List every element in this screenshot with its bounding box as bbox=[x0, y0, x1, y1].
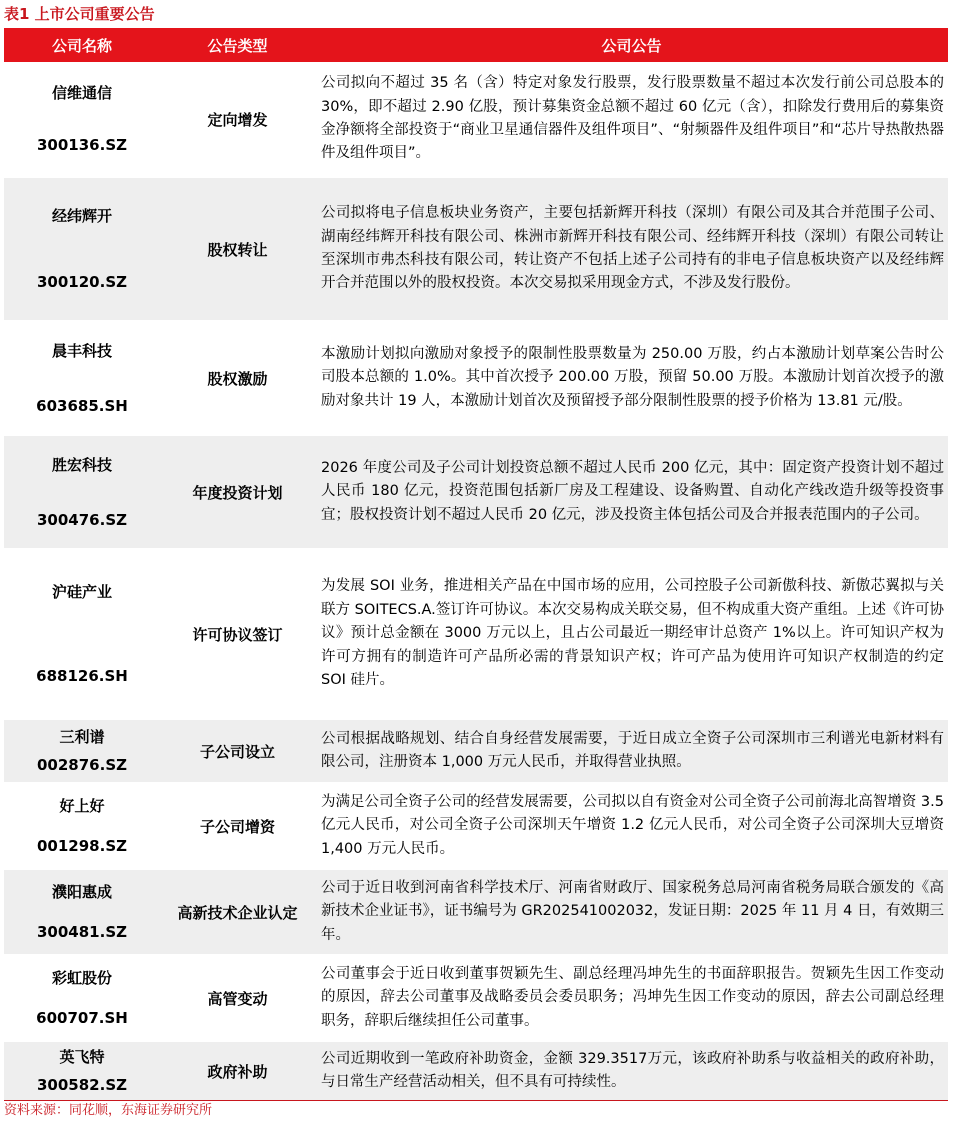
company-cell bbox=[4, 869, 160, 955]
announcement-type: 子公司设立 bbox=[160, 719, 315, 783]
announcement-type: 政府补助 bbox=[160, 1041, 315, 1101]
announcement-text: 为满足公司全资子公司的经营发展需要，公司拟以自有资金对公司全资子公司前海北高智增资 3.5 亿元人民币，对公司全资子公司深圳天午增资 1.2 亿元人民币，对公司全资子公司深圳大豆增资 1,400 万元人民币。 bbox=[315, 783, 948, 869]
table-row bbox=[4, 869, 948, 955]
announcement-type: 高管变动 bbox=[160, 955, 315, 1041]
company-code: 300481.SZ bbox=[37, 923, 127, 941]
announcement-type: 年度投资计划 bbox=[160, 435, 315, 549]
company-name: 三利谱 bbox=[59, 728, 105, 746]
announcement-text: 公司拟将电子信息板块业务资产，主要包括新辉开科技（深圳）有限公司及其合并范围子公司、湖南经纬辉开科技有限公司、株洲市新辉开科技有限公司、经纬辉开科技（深圳）有限公司转让至深圳市弗杰科技有限公司，转让资产不包括上述子公司持有的非电子信息板块资产以及经纬辉开合并范围以外的股权投资。本次交易拟采用现金方式，不涉及发行股份。 bbox=[315, 177, 948, 321]
announcement-type: 股权转让 bbox=[160, 177, 315, 321]
company-code: 603685.SH bbox=[36, 396, 128, 415]
table-row bbox=[4, 321, 948, 435]
announcement-text: 2026 年度公司及子公司计划投资总额不超过人民币 200 亿元，其中：固定资产投资计划不超过人民币 180 亿元，投资范围包括新厂房及工程建设、设备购置、自动化产线改造升级等投资事宜；股权投资计划不超过人民币 20 亿元，涉及投资主体包括公司及合并报表范围内的子公司。 bbox=[315, 435, 948, 549]
company-code: 001298.SZ bbox=[37, 837, 127, 855]
table-row bbox=[4, 783, 948, 869]
company-name: 濮阳惠成 bbox=[51, 883, 112, 901]
company-code: 300120.SZ bbox=[37, 273, 127, 291]
company-cell bbox=[4, 955, 160, 1041]
table-row bbox=[4, 62, 948, 177]
announcements-table bbox=[4, 28, 948, 1102]
announcement-type: 股权激励 bbox=[160, 321, 315, 435]
header-announcement: 公司公告 bbox=[315, 28, 948, 62]
company-code: 300476.SZ bbox=[37, 510, 127, 529]
table-header-row bbox=[4, 28, 948, 62]
company-name: 经纬辉开 bbox=[51, 207, 112, 225]
table-row bbox=[4, 177, 948, 321]
company-cell bbox=[4, 321, 160, 435]
company-cell bbox=[4, 719, 160, 783]
company-code: 300582.SZ bbox=[37, 1076, 127, 1094]
announcement-text: 公司根据战略规划、结合自身经营发展需要，于近日成立全资子公司深圳市三利谱光电新材料有限公司，注册资本 1,000 万元人民币，并取得营业执照。 bbox=[315, 719, 948, 783]
announcement-text: 为发展 SOI 业务，推进相关产品在中国市场的应用，公司控股子公司新傲科技、新傲芯翼拟与关联方 SOITECS.A.签订许可协议。本次交易构成关联交易，但不构成重大资产重组。上述《许可协议》预计总金额在 3000 万元以上，且占公司最近一期经审计总资产 1%以上。许可知识产权为许可方拥有的制造许可产品所必需的背景知识产权；许可产品为使用许可知识产权制造的约定 SOI 硅片。 bbox=[315, 549, 948, 719]
table-caption: 表1 上市公司重要公告 bbox=[4, 5, 155, 23]
company-name: 晨丰科技 bbox=[51, 341, 112, 360]
announcement-text: 公司拟向不超过 35 名（含）特定对象发行股票，发行股票数量不超过本次发行前公司总股本的 30%，即不超过 2.90 亿股，预计募集资金总额不超过 60 亿元（含），扣除发行费用后的募集资金净额将全部投资于“商业卫星通信器件及组件项目”、“射频器件及组件项目”和“芯片导热散热器件及组件项目”。 bbox=[315, 62, 948, 177]
company-code: 002876.SZ bbox=[37, 756, 127, 774]
company-cell bbox=[4, 549, 160, 719]
company-code: 600707.SH bbox=[36, 1009, 128, 1027]
table-row bbox=[4, 719, 948, 783]
company-cell bbox=[4, 177, 160, 321]
company-cell bbox=[4, 62, 160, 177]
company-name: 好上好 bbox=[59, 797, 105, 815]
company-cell bbox=[4, 435, 160, 549]
company-cell bbox=[4, 783, 160, 869]
announcement-type: 子公司增资 bbox=[160, 783, 315, 869]
company-code: 688126.SH bbox=[36, 667, 128, 685]
table-row bbox=[4, 1041, 948, 1101]
company-name: 胜宏科技 bbox=[51, 455, 112, 474]
announcement-type: 高新技术企业认定 bbox=[160, 869, 315, 955]
announcement-text: 公司近期收到一笔政府补助资金，金额 329.3517万元，该政府补助系与收益相关的政府补助，与日常生产经营活动相关，但不具有可持续性。 bbox=[315, 1041, 948, 1101]
announcement-text: 公司于近日收到河南省科学技术厅、河南省财政厅、国家税务总局河南省税务局联合颁发的《高新技术企业证书》，证书编号为 GR202541002032，发证日期：2025 年 11 月 4 日，有效期三年。 bbox=[315, 869, 948, 955]
company-code: 300136.SZ bbox=[37, 136, 127, 154]
announcement-type: 许可协议签订 bbox=[160, 549, 315, 719]
table-row bbox=[4, 955, 948, 1041]
company-name: 信维通信 bbox=[51, 84, 112, 102]
header-type: 公告类型 bbox=[160, 28, 315, 62]
announcement-text: 本激励计划拟向激励对象授予的限制性股票数量为 250.00 万股，约占本激励计划草案公告时公司股本总额的 1.0%。其中首次授予 200.00 万股，预留 50.00 万股。本激励计划首次授予的激励对象共计 19 人，本激励计划首次及预留授予部分限制性股票的授予价格为 13.81 元/股。 bbox=[315, 321, 948, 435]
announcement-type: 定向增发 bbox=[160, 62, 315, 177]
table-row bbox=[4, 435, 948, 549]
company-name: 沪硅产业 bbox=[51, 583, 112, 601]
table-row bbox=[4, 549, 948, 719]
company-name: 彩虹股份 bbox=[51, 969, 112, 987]
company-name: 英飞特 bbox=[59, 1048, 105, 1066]
announcement-text: 公司董事会于近日收到董事贺颖先生、副总经理冯坤先生的书面辞职报告。贺颖先生因工作变动的原因，辞去公司董事及战略委员会委员职务；冯坤先生因工作变动的原因，辞去公司副总经理职务，辞职后继续担任公司董事。 bbox=[315, 955, 948, 1041]
source-note: 资料来源：同花顺，东海证券研究所 bbox=[4, 1103, 213, 1118]
header-company: 公司名称 bbox=[4, 28, 160, 62]
company-cell bbox=[4, 1041, 160, 1101]
